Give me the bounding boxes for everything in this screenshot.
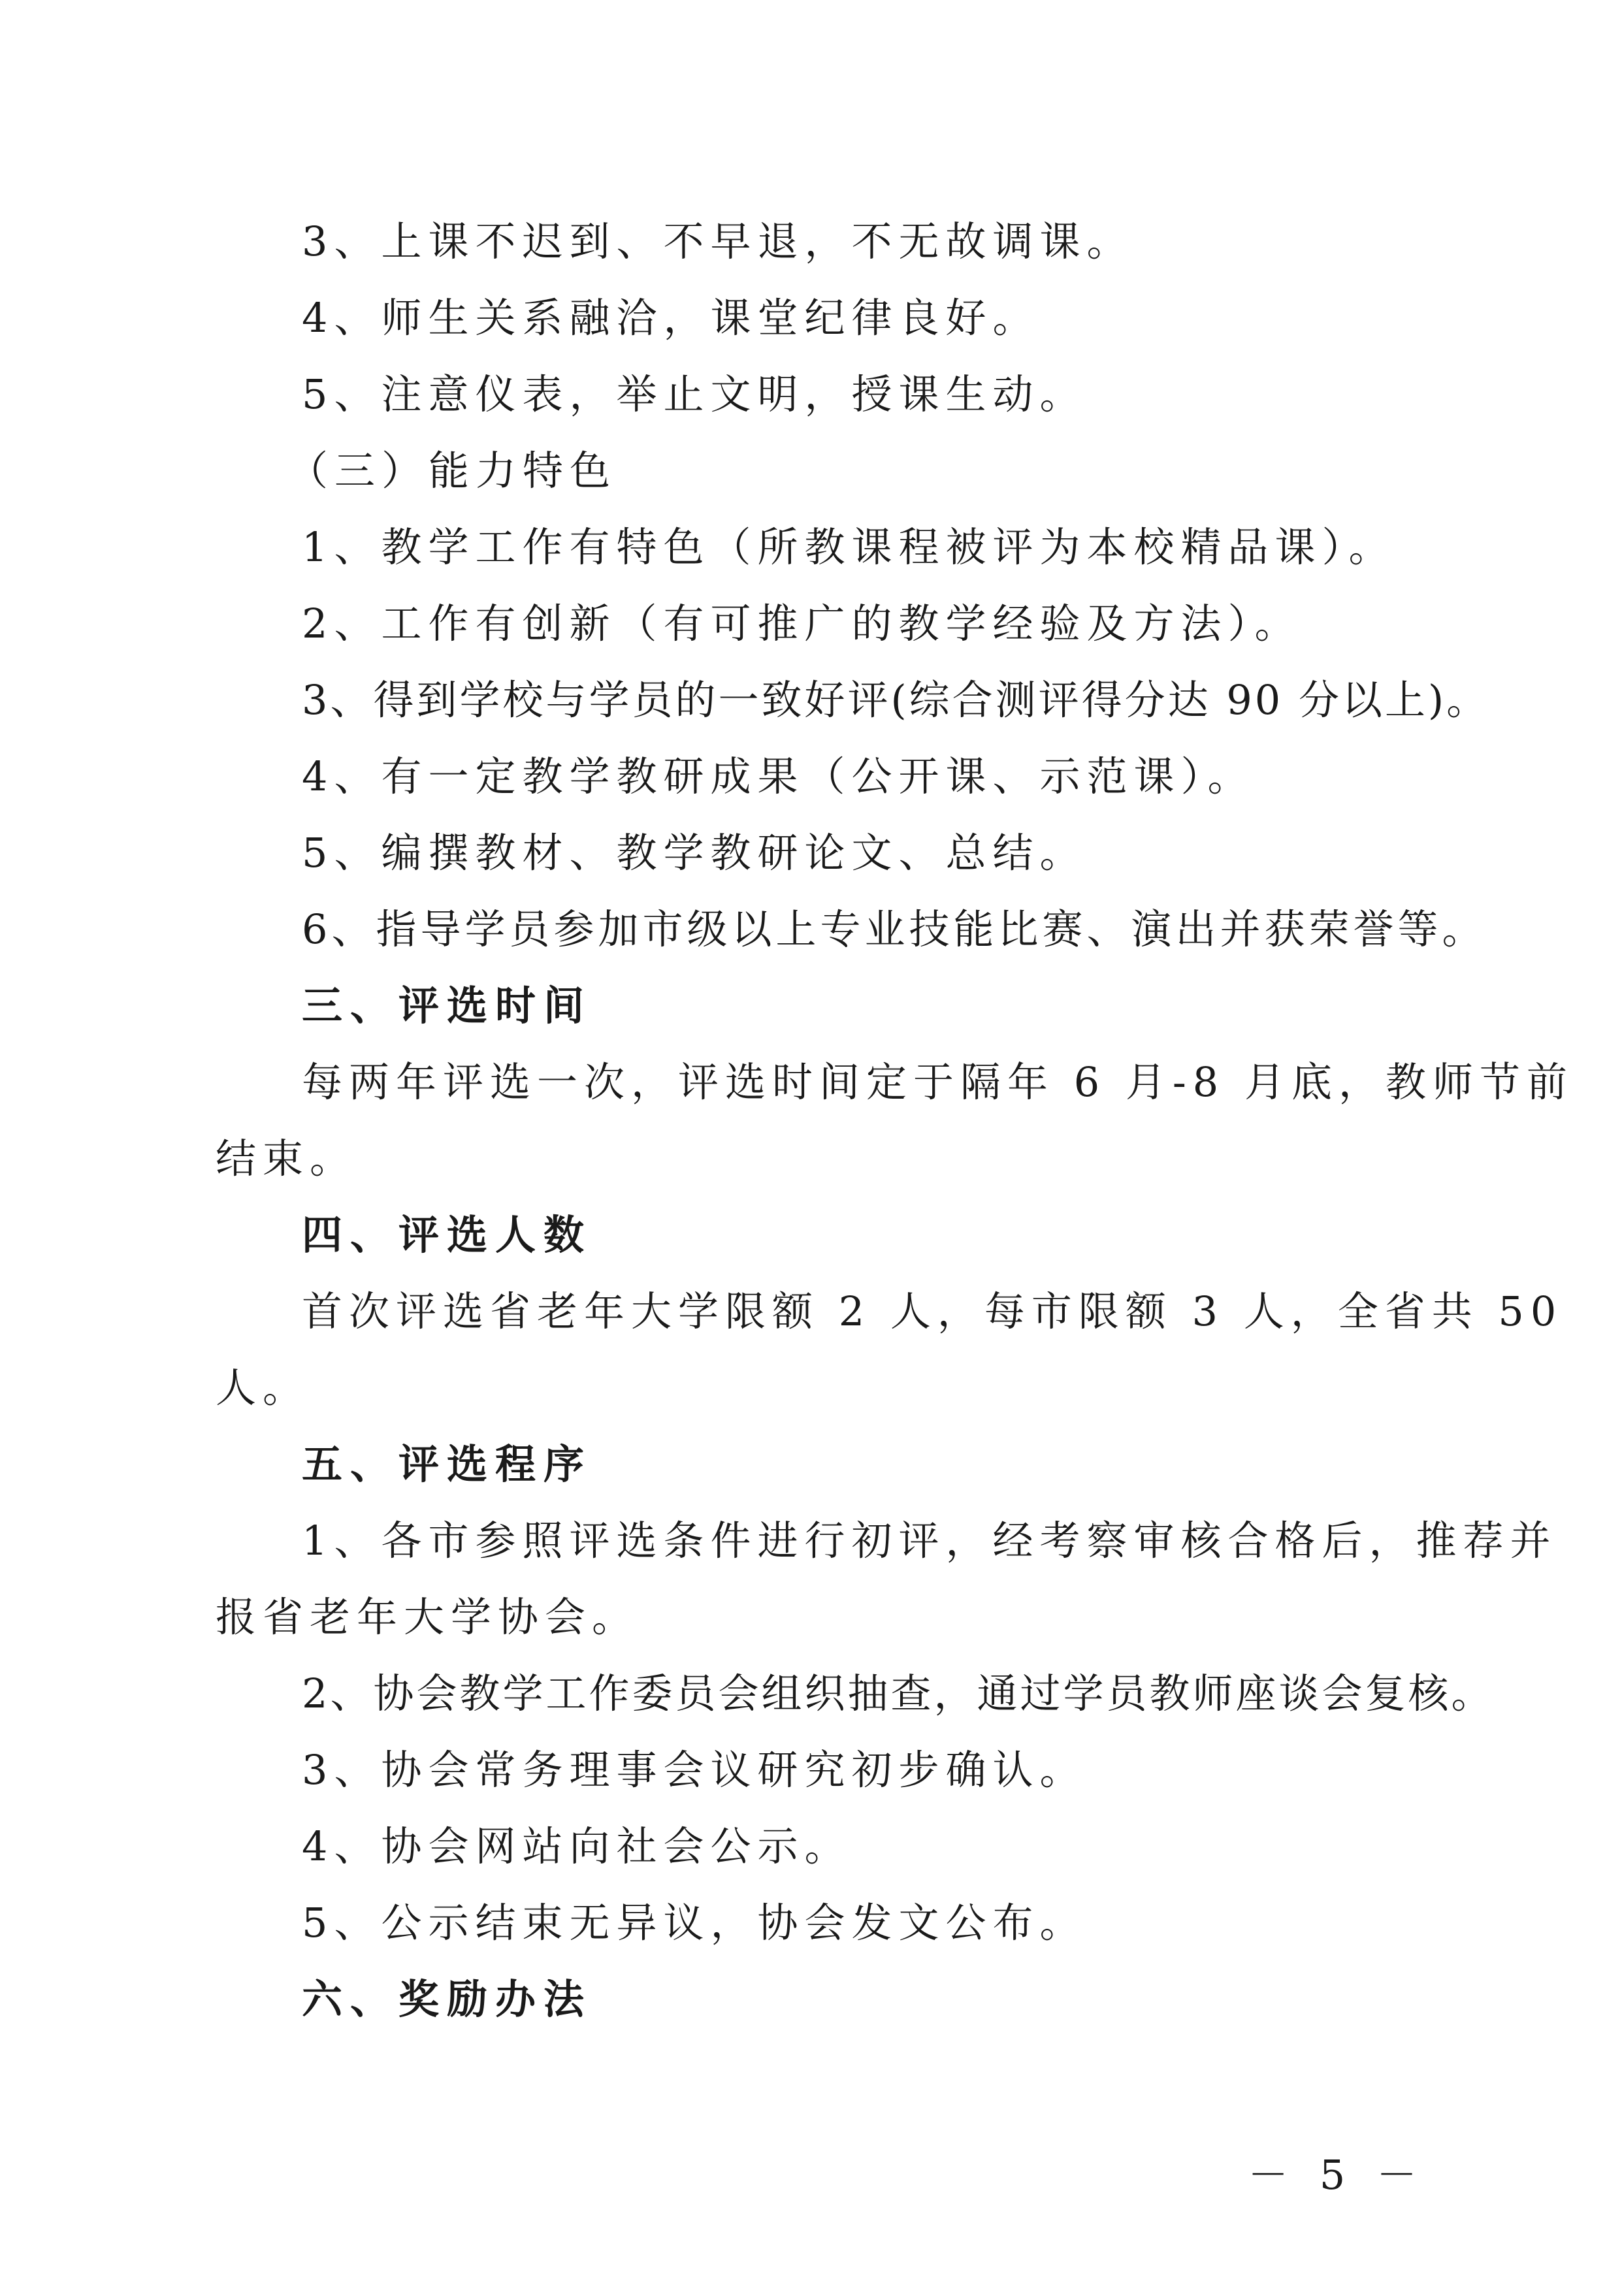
item-line: 2、工作有创新（有可推广的教学经验及方法）。 bbox=[302, 600, 1302, 647]
paragraph-line: 每两年评选一次，评选时间定于隔年 6 月-8 月底，教师节前 bbox=[302, 1058, 1574, 1106]
item-line: 4、师生关系融洽，课堂纪律良好。 bbox=[302, 294, 1040, 342]
paragraph-line: 3、协会常务理事会议研究初步确认。 bbox=[302, 1746, 1087, 1794]
item-line: 5、注意仪表，举止文明，授课生动。 bbox=[302, 370, 1087, 418]
page-number: － 5 － bbox=[1248, 2151, 1426, 2199]
section-heading: 四、评选人数 bbox=[302, 1211, 592, 1259]
subsection-title: （三）能力特色 bbox=[287, 447, 617, 494]
section-heading: 五、评选程序 bbox=[302, 1440, 592, 1488]
paragraph-line: 1、各市参照评选条件进行初评，经考察审核合格后，推荐并 bbox=[302, 1517, 1557, 1564]
section-heading: 六、奖励办法 bbox=[302, 1975, 592, 2023]
section-heading: 三、评选时间 bbox=[302, 982, 592, 1029]
item-line: 3、上课不迟到、不早退，不无故调课。 bbox=[302, 218, 1134, 265]
item-line: 1、教学工作有特色（所教课程被评为本校精品课）。 bbox=[302, 523, 1396, 571]
item-line: 6、指导学员参加市级以上专业技能比赛、演出并获荣誉等。 bbox=[302, 905, 1487, 953]
paragraph-line: 5、公示结束无异议，协会发文公布。 bbox=[302, 1899, 1087, 1947]
item-line: 5、编撰教材、教学教研论文、总结。 bbox=[302, 829, 1087, 877]
paragraph-line: 人。 bbox=[216, 1364, 310, 1412]
paragraph-line: 报省老年大学协会。 bbox=[216, 1593, 640, 1641]
paragraph-line: 首次评选省老年大学限额 2 人，每市限额 3 人，全省共 50 bbox=[302, 1287, 1563, 1335]
item-line: 4、有一定教学教研成果（公开课、示范课）。 bbox=[302, 752, 1255, 800]
item-line: 3、得到学校与学员的一致好评(综合测评得分达 90 分以上)。 bbox=[302, 676, 1490, 724]
paragraph-line: 4、协会网站向社会公示。 bbox=[302, 1822, 852, 1870]
paragraph-line: 2、协会教学工作委员会组织抽查，通过学员教师座谈会复核。 bbox=[302, 1670, 1495, 1717]
paragraph-line: 结束。 bbox=[216, 1135, 357, 1182]
